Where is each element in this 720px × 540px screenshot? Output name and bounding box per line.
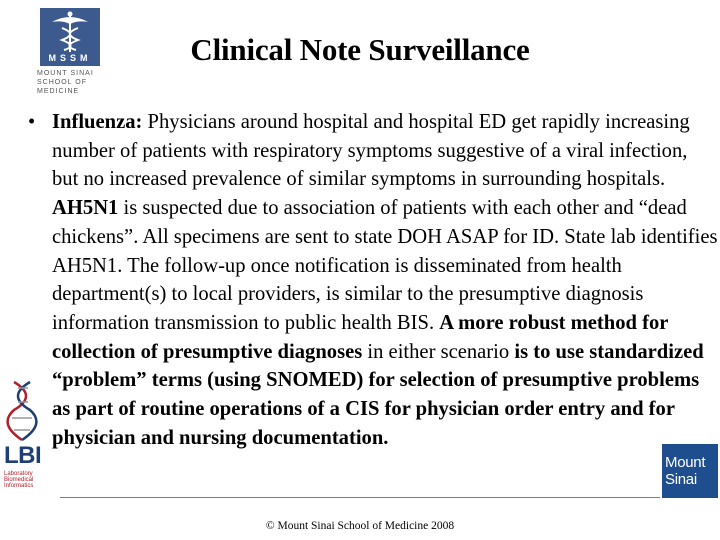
emphasis-text: A more robust method for collection of presumptive diagnoses xyxy=(52,311,669,363)
body-text: is suspected due to association of patients with each other and “dead chickens”. All specimens are sent to state DOH ASAP for ID. State lab identifies AH5N1. The follow-up once notification is disseminated from health department(s) to local providers, is similar to the presumptive diagnosis information transmission to public health BIS. xyxy=(52,197,718,334)
bullet-item xyxy=(28,108,718,452)
logo-caption-line: MOUNT SINAI xyxy=(37,70,94,77)
lbi-sub-line: Laboratory xyxy=(4,471,33,477)
body-text: Physicians around hospital and hospital ED get rapidly increasing number of patients with respiratory symptoms suggestive of a viral infection, but no increased prevalence of similar symptoms in surrounding hospitals. xyxy=(52,111,690,191)
mssm-letters: MSSM xyxy=(48,53,92,63)
logo-caption-line: SCHOOL OF xyxy=(37,79,87,86)
mssm-caption xyxy=(37,69,103,96)
footer-divider xyxy=(60,497,660,498)
emphasis-text: is to use standardized “problem” terms (using SNOMED) for selection of presumptive problems as part of routine operations of a CIS for physician order entry and for physician and nursing documentation. xyxy=(52,340,704,449)
lbi-subtitle xyxy=(4,471,52,489)
lbi-sub-line: Informatics xyxy=(4,483,34,489)
lbi-logo-text: LBI xyxy=(4,442,42,469)
logo-caption-line: MEDICINE xyxy=(37,88,80,95)
slide-title: Clinical Note Surveillance xyxy=(190,32,530,67)
mount-sinai-logo xyxy=(662,444,718,498)
bullet-paragraph xyxy=(52,108,718,452)
footer-copyright: © Mount Sinai School of Medicine 2008 xyxy=(265,520,455,532)
bullet-marker: • xyxy=(28,111,36,133)
virus-name: AH5N1 xyxy=(52,197,119,220)
ms-logo-line: Sinai xyxy=(665,471,697,488)
body-text: in either scenario xyxy=(362,340,515,363)
lbi-sub-line: Biomedical xyxy=(4,477,34,483)
ms-logo-line: Mount xyxy=(665,454,706,471)
lead-term: Influenza: xyxy=(52,111,143,133)
